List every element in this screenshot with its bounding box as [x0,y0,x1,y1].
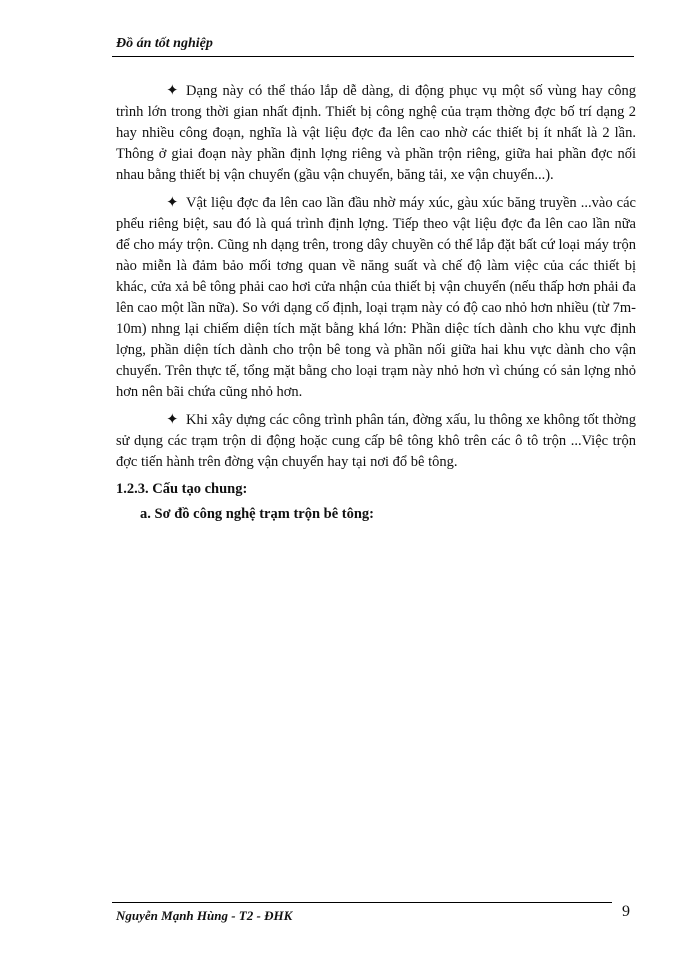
document-body [116,80,636,525]
paragraph-1-text: Dạng này có thể tháo lắp dễ dàng, di động phục vụ một số vùng hay công trình lớn trong thời gian nhất định. Thiết bị công nghệ của trạm thờng đợc bố trí dạng 2 hay nhiều công đoạn, nghĩa là vật liệu đợc đa lên cao nhờ các thiết bị ít nhất là 2 lần. Thông ở giai đoạn này phần định lợng riêng và phần trộn riêng, giữa hai phần đợc nối nhau bằng thiết bị vận chuyển (gầu vận chuyển, băng tải, xe vận chuyển...). [116,83,636,183]
four-pointed-star-icon: ✦ [166,410,179,428]
four-pointed-star-icon: ✦ [166,81,179,99]
page-number: 9 [622,903,630,920]
page-header-title: Đồ án tốt nghiệp [116,36,213,51]
paragraph-2 [116,192,636,403]
section-heading: 1.2.3. Cấu tạo chung: [116,481,248,497]
paragraph-1 [116,80,636,186]
header-rule [112,56,634,57]
paragraph-3-text: Khi xây dựng các công trình phân tán, đờng xấu, lu thông xe không tốt thờng sử dụng các trạm trộn di động hoặc cung cấp bê tông khô trên các ô tô trộn ...Việc trộn đợc tiến hành trên đờng vận chuyển hay tại nơi đổ bê tông. [116,412,636,470]
subsection-heading: a. Sơ đồ công nghệ trạm trộn bê tông: [140,506,374,522]
four-pointed-star-icon: ✦ [166,193,179,211]
footer-author: Nguyễn Mạnh Hùng - T2 - ĐHK [116,908,293,923]
paragraph-2-text: Vật liệu đợc đa lên cao lần đầu nhờ máy xúc, gàu xúc băng truyền ...vào các phểu riêng biệt, sau đó là quá trình định lợng. Tiếp theo vật liệu đợc đa lên cao lần nữa để cho máy trộn. Cũng nh dạng trên, trong dây chuyền có thể lắp đặt bất cứ loại máy trộn nào miễn là đảm bảo mối tơng quan về năng suất và chế độ làm việc của các thiết bị khác, cửa xả bê tông phải cao hơi cửa nhận của thiết bị vận chuyển (nếu thấp hơn phải đa lên cao một lần nữa). So với dạng cố định, loại trạm này có độ cao nhỏ hơn nhiều (từ 7m-10m) nhng lại chiếm diện tích mặt bằng khá lớn: Phần diệc tích dành cho khu vực định lợng, phần diện tích dành cho trộn bê tong và phần nối giữa hai khu vực dành cho vận chuyển. Trên thực tế, tổng mặt bằng cho loại trạm này nhỏ hơn vì chúng có sản lợng nhỏ hơn nên bãi chứa cũng nhỏ hơn. [116,195,636,400]
paragraph-3 [116,409,636,473]
footer-rule [112,902,612,903]
